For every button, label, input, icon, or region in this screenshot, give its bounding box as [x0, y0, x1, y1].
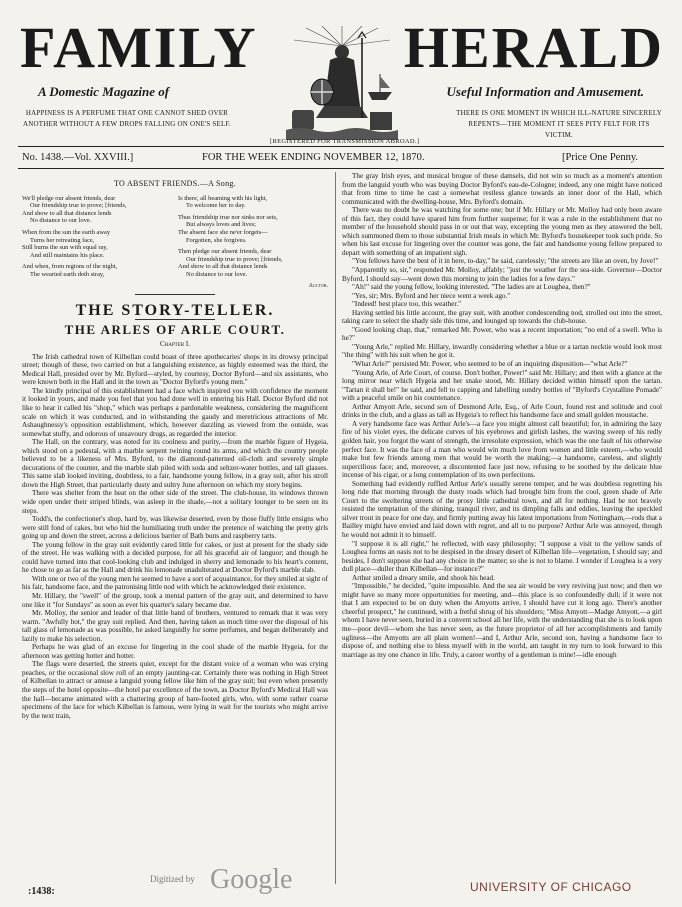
poem-line: The absent face she ne'er forgets—	[178, 228, 268, 236]
library-watermark: UNIVERSITY OF CHICAGO	[470, 880, 632, 894]
story-paragraph: Arthur smiled a dreary smile, and shook his head.	[352, 573, 495, 582]
motto-left: HAPPINESS IS A PERFUME THAT ONE CANNOT SHED OVER ANOTHER WITHOUT A FEW DROPS FALLING ON ONE'S SELF.	[23, 109, 231, 128]
page-number-value: 1438	[31, 886, 52, 897]
section-heading: THE STORY-TELLER.	[75, 302, 275, 320]
divider	[135, 294, 215, 295]
poem-line: And show to all that distance lends	[178, 263, 268, 271]
poem-line: No distance to our love.	[30, 217, 92, 225]
poem-line: The wearied earth doth stray,	[30, 270, 105, 278]
rule-bottom	[18, 168, 664, 169]
story-paragraph: "I suppose it is all right," he reflected, with easy philosophy; "I suppose a visit to the yellow sands of Loughea forms an oasis not to be despised in the dreary desert of Kilbellan life—vegetation, I should say; and besides, I don't suppose she had any choice in the matter; so she is not to blame. I wonder if Loughea is a very dull place—duller than Kilbellan—for instance?"	[342, 539, 662, 574]
poem-line: And when, from regions of the night,	[22, 263, 118, 271]
poem-line: Turns her retreating face,	[30, 236, 95, 244]
story-paragraph: The kindly principal of this establishment had a face which inspired you with confidence the moment it looked in yours, and made you feel that you had done well in entering his Hall. Doctor Byford did not like to hear it called his "shop," which was perhaps a pardonable weakness, considering the magnificent scale on which it was conducted, and in withstanding the gaudy and meretricious attractions of Mr. Ashaughnessy's opposition establishment, which, however dazzling as viewed from the outside, was somewhat stuffy, and odorous of unsavoury drugs, as regarded the interior.	[22, 386, 328, 438]
story-paragraph: Something had evidently ruffled Arthur Arle's usually serene temper, and he was doubtless regretting his long ride that morning through the dusty roads which had brought him from the cool, green shade of Arle Court to the sweltering streets of the prosy little cathedral town, and all for nothing. Had he not bravely resisted the temptation of the shining, tranquil river, and its dimpling falls and eddies, leaving the speckled silver trout in peace for one day, and firmly putting away his latest importations from Nottingham,—rods that a Bailley might have envied and laid down with regret, and all to no purpose? Arthur Arle was annoyed, though he would not admit it to himself.	[342, 479, 662, 539]
poem-stanza	[22, 195, 172, 225]
story-paragraph: Perhaps he was glad of an excuse for lingering in the cool shade of the marble Hygeia, for the afternoon was getting hotter and hotter.	[22, 643, 328, 660]
story-paragraph: The gray Irish eyes, and musical brogue of these damsels, did not win so much as a moment's attention from the languid youth who was buying Doctor Byford's eau-de-Cologne; indeed, any one might have noticed that from time to time he cast a somewhat restless glance towards an inner door of the Hall, which communicated with the dwelling-house, Mrs. Byford's domain.	[342, 172, 662, 206]
britannia-emblem-icon	[286, 26, 398, 140]
story-paragraph: The Hall, on the contrary, was noted for its coolness and purity,—from the marble figure of Hygeia, which stood on a pedestal, with a marble serpent twining round its arms, and which the country people believed to be a likeness of Mrs. Byford, to the diamond-patterned oil-cloth and severely simple decorations of the counter, and the marble slab piled with soda and seltzer-water bottles, and tall glasses. This same slab looked inviting, doubtless, to a fair, handsome young fellow, in a gray suit, after his stroll down the High Street, that particularly dusty and sultry June afternoon on which my story begins.	[22, 438, 328, 489]
poem-line: Then pledge our absent friends, dear	[178, 248, 272, 256]
story-title: THE ARLES OF ARLE COURT.	[64, 321, 286, 337]
poem-line: And still maintains his place.	[30, 251, 105, 259]
poem-stanza	[178, 248, 328, 278]
page-number: :1438:	[28, 886, 55, 897]
story-paragraph: There was shelter from the heat on the other side of the street. The club-house, its windows thrown wide open under their striped blinds, was asleep in the shade,—not a solitary lounger to be seen on its steps.	[22, 489, 328, 515]
poem-line: And show to all that distance lends	[22, 209, 112, 217]
issue-date: FOR THE WEEK ENDING NOVEMBER 12, 1870.	[202, 152, 425, 163]
story-paragraph: Arthur Amyott Arle, second son of Desmond Arle, Esq., of Arle Court, found rest and solitude and cool drinks in the club, and a glass as tall as Hygeia's to reflect his handsome face and small golden moustache.	[342, 402, 662, 420]
poem-line: Is there, all beaming with his light,	[178, 194, 268, 202]
google-watermark: Google	[210, 864, 293, 895]
story-paragraph: The young fellow in the gray suit evidently cared little for cakes, or just at present for the shady side of the street. He was walking with a decided purpose, for all his graceful air of languor; and though he could have turned into that cool-looking club and indulged in sherry and lemonade to his heart's content, he chose to go as far as the Hall and drink his lemonade unadulterated at Doctor Byford's marble slab.	[22, 540, 328, 575]
story-paragraph: "Good looking chap, that," remarked Mr. Power, who was a recent importation; "no end of a swell. Who is he?"	[342, 325, 662, 343]
masthead	[18, 15, 664, 145]
masthead-title-left: FAMILY	[20, 15, 258, 80]
poem-author: Auctor.	[308, 282, 328, 290]
story-paragraph: Todd's, the confectioner's shop, hard by, was likewise deserted, even by those fluffy little ensigns who were still fond of cakes, but who hid the humiliating truth under the pretence of watching the pretty girls going up and down the street, across a delicious barrier of Bath buns and raspberry tarts.	[22, 515, 328, 541]
left-column	[22, 172, 328, 720]
left-column-text	[22, 353, 328, 721]
poem-column-1	[22, 195, 172, 283]
poem-line: Forgotten, she forgives.	[186, 236, 247, 244]
story-paragraph: "Ah!" said the young fellow, looking interested. "The ladies are at Loughea, then?"	[352, 283, 591, 292]
poem-stanza	[22, 229, 172, 259]
poem-stanza	[178, 214, 328, 244]
masthead-subtitle-left: A Domestic Magazine of	[38, 84, 170, 99]
story-paragraph: "Apparently so, sir," responded Mr. Molloy, affably; "just the weather for the sea-side. Governor—Doctor Byford, I should say—went down this morning to join the ladies for a few days."	[342, 266, 662, 283]
poem-title: TO ABSENT FRIENDS.—A Song.	[114, 179, 236, 188]
registered-notice: [REGISTERED FOR TRANSMISSION ABROAD.]	[270, 138, 420, 145]
story-paragraph: Mr. Hillary, the "swell" of the group, took a mental pattern of the gray suit, and determined to have one like it "for Sundays" as soon as ever his quarter's salary became due.	[22, 591, 328, 609]
story-paragraph: "Young Arle, of Arle Court, of course. Don't bother, Power!" said Mr. Hillary; and then with a glance at the long mirror near which Hygeia and her snake stood, Mr. Hillary decided within himself upon the tartan. "Tartan it shall be!" he said, and fell to capping and labelling sundry bottles of "Byford's Crystalline Pomade" with a peaceful smile on his countenance.	[342, 368, 662, 403]
poem-stanza	[22, 263, 172, 278]
story-paragraph: "Yes, sir; Mrs. Byford and her niece went a week ago."	[352, 291, 511, 300]
rule-top	[18, 146, 664, 147]
masthead-subtitle-right: Useful Information and Amusement.	[446, 84, 644, 99]
story-paragraph: "Young Arle," replied Mr. Hillary, inwardly considering whether a blue or a tartan necktie would look most "the thing" with his suit when he got it.	[342, 342, 662, 360]
story-paragraph: "You fellows have the best of it in here, to-day," he said, carelessly; "the streets are like an oven, by Jove!"	[352, 257, 659, 266]
story-paragraph: "Indeed! best place too, this weather."	[352, 300, 462, 309]
story-paragraph: The flags were deserted, the streets quiet, except for the distant voice of a woman who was crying peaches, or the occasional slow roll of an empty jaunting-car. Certainly there was nothing in High Street of Kilbellan to attract or amuse a languid young fellow like him of the gray suit; but even when presently the steps of the hotel opposite—the hotel par excellence of the town, as Doctor Byford's Medical Hall was the hall—became animated with a chattering group of bare-footed girls, who, with some rather coarse specimens of the lace for which Kilbellan is famous, were lying in wait for the tourists who might arrive by the next train,	[22, 660, 328, 720]
poem-line: We'll pledge our absent friends, dear	[22, 194, 116, 202]
digitized-label: Digitized by	[150, 874, 195, 884]
poem	[22, 195, 328, 283]
story-paragraph: "What Arle?" persisted Mr. Power, who seemed to be of an inquiring disposition—"what Arle?"	[352, 360, 628, 369]
issue-price: [Price One Penny.	[562, 152, 639, 163]
poem-line: To welcome her to day.	[186, 202, 246, 210]
story-paragraph: Having settled his little account, the gray suit, with another condescending nod, strolled out into the street, taking care to select the shady side this time, and lounged up towards the club-house.	[342, 308, 662, 326]
poem-stanza	[178, 195, 328, 210]
poem-line: Our friendship true to prove; [friends,	[30, 202, 127, 210]
story-paragraph: With one or two of the young men he seemed to have a sort of acquaintance, for they smiled at sight of his fair, handsome face, and the patronising little nod with which he acknowledged their existence.	[22, 574, 328, 592]
issue-number: No. 1438.—Vol. XXVIII.]	[22, 152, 134, 163]
story-paragraph: There was no doubt he was watching for some one; but if Mr. Hillary or Mr. Molloy had only been aware of this fact, they could have spared him from further suspense; for it was a rule in the establishment that no member of the household should pass in or out that way, excepting the young men as they answered the bell, which summoned them to those substantial Irish meals in which Mr. Byford's housekeeper took such pride. So when his last excuse for lingering over the counter was gone, the fair and handsome young fellow prepared to depart with something of an impatient sigh.	[342, 206, 662, 257]
poem-line: No distance to our love.	[186, 270, 248, 278]
chapter-heading: Chapter I.	[160, 340, 190, 349]
right-column	[342, 172, 662, 659]
poem-line: Thus friendship true nor sinks nor sets,	[178, 213, 278, 221]
right-column-text	[342, 172, 662, 659]
poem-line: Still burns the sun with equal ray,	[22, 244, 108, 252]
story-paragraph: Mr. Molloy, the senior and leader of that little band of brothers, ventured to remark that it was very warm. "Awfully hot," the gray suit replied. And then, having taken as much time over the disposal of his tall glass of lemonade as was possible, he asked languidly for some perfumes, and began deliberately and lazily to make his selection.	[22, 609, 328, 643]
poem-column-2	[178, 195, 328, 283]
story-paragraph: A very handsome face was Arthur Arle's—a face you might almost call beautiful; for, in admiring the lazy fire of his violet eyes, the delicate curves of his eyebrows and girlish lashes, the waving sweep of his redly golden hair, you forgot the want of strength, the irresolute expression, which was the one fault of his otherwise perfect face. It was the face of a man who would win much love from women and little esteem,—who would make but few friends among men that would be worth the making;—a handsome, careless, and slightly supercilious face; and, moreover, a discontented face just now, refusing to be soothed by the delicate blue incense of his cigar, or a long contemplation of its own perfections.	[342, 419, 662, 480]
story-paragraph: The Irish cathedral town of Kilbellan could boast of three apothecaries' shops in its drowsy principal street; though of these, two carried on but a languishing existence, as highly esteemed was the third, the Medical Hall, presided over by Mr. Byford—styled, by courtesy, Doctor Byford—and six assistants, who were known both in the Hall and in the town as "Doctor Byford's young men."	[22, 352, 328, 387]
column-divider	[335, 172, 336, 884]
masthead-title-right: HERALD	[403, 15, 664, 80]
poem-line: But always loves and lives;	[186, 221, 256, 229]
story-paragraph: "Impossible," he decided, "quite impossible. And the sea air would be very reviving just now; and then we might have so many more opportunities for meeting, and—this place is so confoundedly dull; if it were not that I am expected to be on duty when the Amyotts arrive, I should have cut it long ago. There's another cheerful prospect," he continued, with a fretful shrug of his shoulders; "Miss Amyott—Madge Amyott,—a girl whom I have never seen, buried in a convent school all her life, with the understanding that she is to look upon me—poor devil—whom she has never seen, as the future proprietor of all her accomplishments and family ugliness—the Amyotts are all plain women!—and I, Arthur Arle, second son, having a handsome face to dispose of, and nothing else to bless myself with in the world, am taught in my turn to look forward to this marriage as my one chance in life. Truly, a career worthy of a gentleman is mine!—idle enough	[342, 582, 662, 659]
motto-right: THERE IS ONE MOMENT IN WHICH ILL-NATURE SINCERELY REPENTS—THE MOMENT IT SEES PITY FELT FOR ITS VICTIM.	[456, 109, 662, 139]
poem-line: When from the sun the earth away	[22, 228, 111, 236]
poem-line: Our friendship true to prove; [friends,	[186, 255, 283, 263]
